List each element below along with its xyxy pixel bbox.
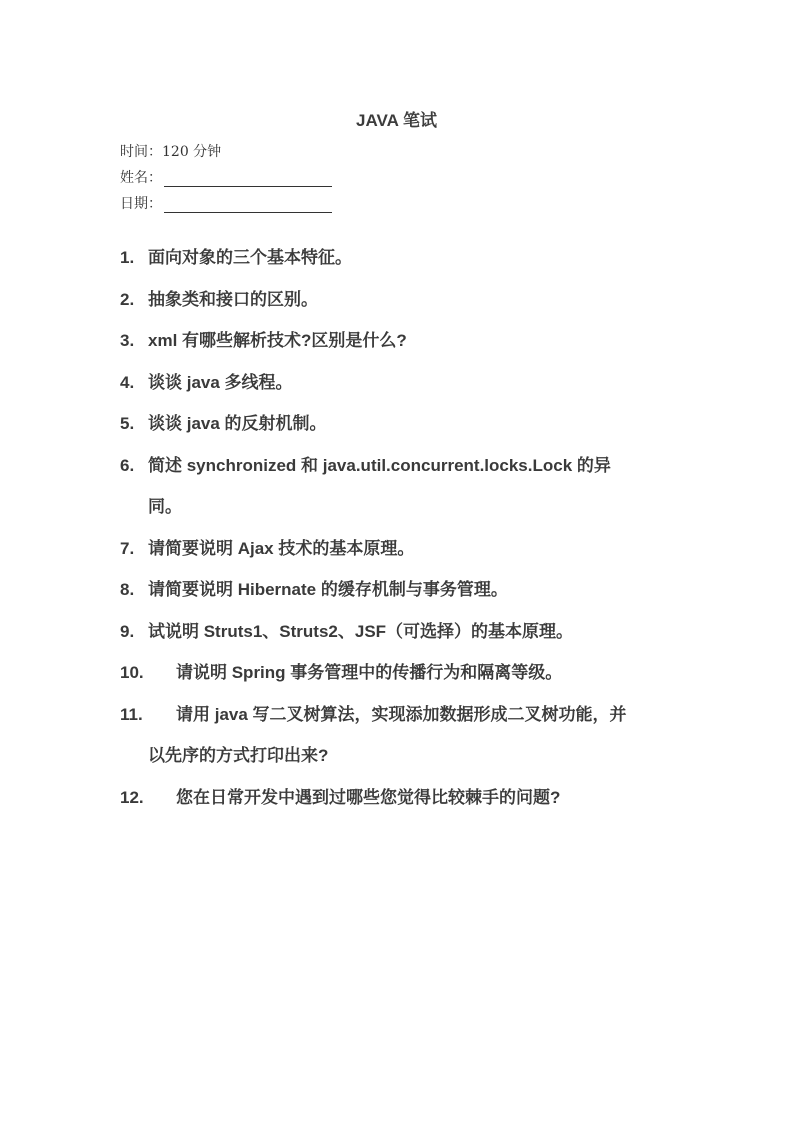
question-number: 5. [120,414,135,433]
question-item [120,652,690,694]
time-text: 时间：120 分钟 [120,144,222,160]
date-line [120,193,332,213]
question-item [120,237,690,279]
question-item [120,611,690,653]
question-number: 6. [120,455,135,475]
time-line [120,141,221,161]
question-item [120,279,690,321]
question-number: 7. [120,538,135,558]
question-item [120,694,690,736]
document-title: JAVA 笔试 [356,111,437,130]
question-number: 1. [120,248,135,267]
question-text: 您在日常开发中遇到过哪些您觉得比较棘手的问题? [176,787,561,807]
question-item [120,403,690,445]
question-text: 请用 java 写二叉树算法，实现添加数据形成二叉树功能，并 [176,704,627,724]
name-line [120,167,332,187]
question-number: 2. [120,289,135,309]
question-number: 11. [120,704,143,724]
date-label: 日期： [120,196,162,212]
question-text-continuation: 以先序的方式打印出来? [148,746,329,765]
question-item [120,362,690,404]
question-text: 请说明 Spring 事务管理中的传播行为和隔离等级。 [176,663,563,682]
question-number: 3. [120,331,135,350]
question-number: 10. [120,663,144,682]
question-number: 9. [120,621,135,641]
question-item [120,445,690,487]
question-text: 简述 synchronized 和 java.util.concurrent.locks.Lock 的异 [148,455,611,475]
question-item [120,777,690,819]
question-text: 试说明 Struts1、Struts2、JSF（可选择）的基本原理。 [148,621,574,641]
question-text: 谈谈 java 多线程。 [148,372,293,392]
question-item [120,569,690,611]
question-number: 8. [120,580,135,599]
question-list [120,237,690,818]
question-text: xml 有哪些解析技术?区别是什么? [148,331,407,350]
name-label: 姓名： [120,170,162,186]
question-text: 谈谈 java 的反射机制。 [148,414,327,433]
question-item [120,528,690,570]
question-text: 面向对象的三个基本特征。 [148,248,352,267]
question-text: 请简要说明 Hibernate 的缓存机制与事务管理。 [148,580,508,599]
question-item [120,320,690,362]
question-text: 抽象类和接口的区别。 [148,289,318,309]
question-number: 12. [120,787,144,807]
question-text: 请简要说明 Ajax 技术的基本原理。 [148,538,415,558]
question-text-continuation: 同。 [148,497,182,516]
question-number: 4. [120,372,135,392]
name-blank [164,172,332,187]
date-blank [164,198,332,213]
